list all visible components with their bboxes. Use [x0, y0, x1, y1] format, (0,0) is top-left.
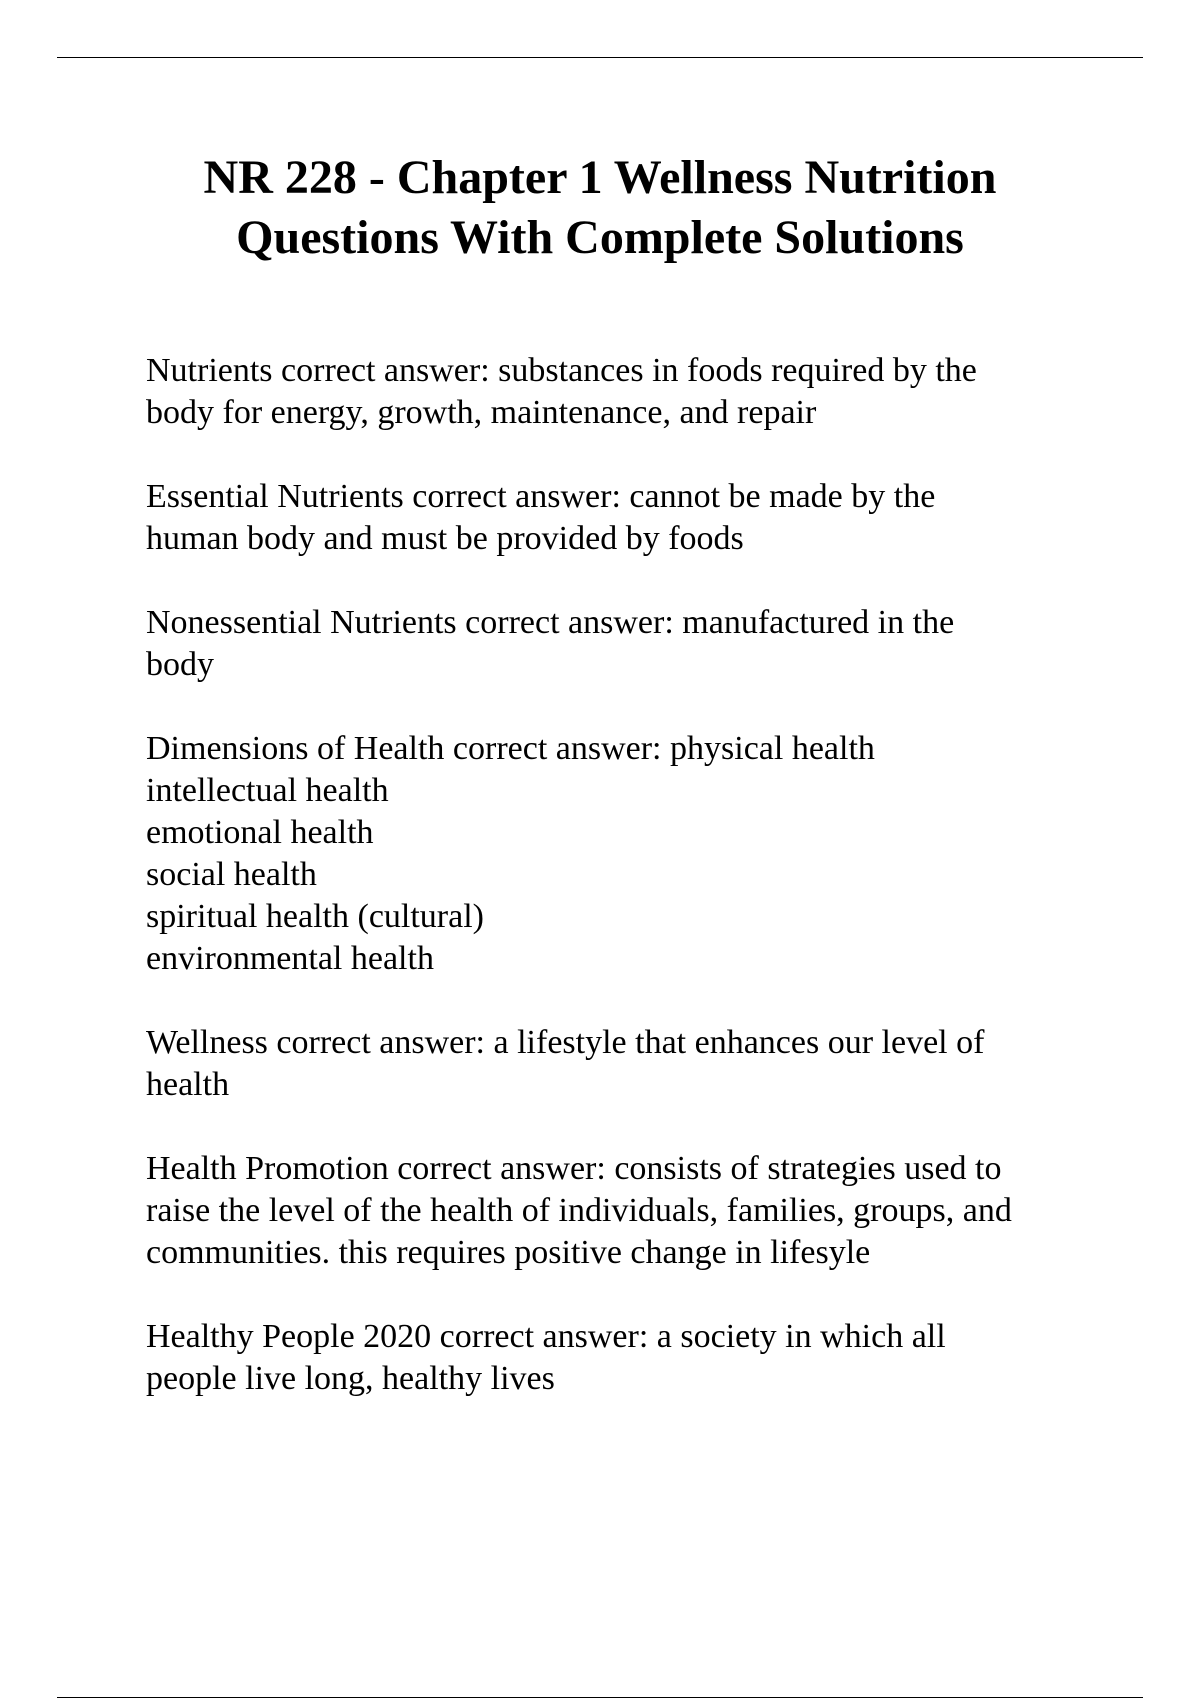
title-line-1: NR 228 - Chapter 1 Wellness Nutrition: [203, 151, 997, 204]
entry-first-line: [146, 728, 1106, 770]
entry-answer-line: consists of strategies used to: [614, 1150, 1002, 1187]
entry-label: correct answer:: [452, 730, 662, 767]
qa-entry-health-promotion: [146, 1148, 1106, 1274]
qa-entry-nutrients: [146, 350, 1106, 434]
title-line-2: Questions With Complete Solutions: [236, 211, 964, 264]
qa-entry-wellness: [146, 1022, 1106, 1106]
entry-answer-line: health: [146, 1066, 230, 1103]
qa-entry-essential-nutrients: [146, 476, 1106, 560]
entry-first-line: [146, 1316, 1106, 1358]
entry-answer-line: cannot be made by the: [629, 478, 936, 515]
entry-term: Nonessential Nutrients: [146, 604, 457, 641]
entry-first-line: [146, 1022, 1106, 1064]
entry-answer-line: environmental health: [146, 940, 434, 977]
entry-label: correct answer:: [439, 1318, 649, 1355]
entry-answer-line: manufactured in the: [682, 604, 955, 641]
bottom-rule: [57, 1697, 1143, 1698]
entry-answer-line: raise the level of the health of individuals, families, groups, and: [146, 1192, 1012, 1229]
entry-label: correct answer:: [397, 1150, 606, 1187]
entry-answer-line: communities. this requires positive change in lifesyle: [146, 1234, 871, 1271]
entry-answer-line: emotional health: [146, 814, 374, 851]
entry-label: correct answer:: [412, 478, 621, 515]
entry-term: Wellness: [146, 1024, 268, 1061]
entry-term: Dimensions of Health: [146, 730, 445, 767]
entry-first-line: [146, 350, 1106, 392]
entry-answer-line: spiritual health (cultural): [146, 898, 484, 935]
entry-first-line: [146, 1148, 1106, 1190]
entry-first-line: [146, 602, 1106, 644]
entry-term: Healthy People 2020: [146, 1318, 432, 1355]
entry-label: correct answer:: [281, 352, 490, 389]
qa-entry-nonessential-nutrients: [146, 602, 1106, 686]
entry-term: Health Promotion: [146, 1150, 389, 1187]
entry-answer-line: body for energy, growth, maintenance, and repair: [146, 394, 817, 431]
entry-answer-line: human body and must be provided by foods: [146, 520, 744, 557]
entry-term: Nutrients: [146, 352, 273, 389]
page-title: [60, 148, 1140, 268]
qa-entry-healthy-people-2020: [146, 1316, 1106, 1400]
qa-entry-dimensions-of-health: [146, 728, 1106, 980]
entry-answer-line: social health: [146, 856, 317, 893]
entry-answer-line: physical health: [670, 730, 875, 767]
entry-answer-line: people live long, healthy lives: [146, 1360, 555, 1397]
entry-answer-line: body: [146, 646, 214, 683]
entry-answer-line: substances in foods required by the: [498, 352, 977, 389]
entry-label: correct answer:: [465, 604, 674, 641]
entry-term: Essential Nutrients: [146, 478, 404, 515]
entry-answer-line: a lifestyle that enhances our level of: [493, 1024, 985, 1061]
entry-label: correct answer:: [276, 1024, 486, 1061]
top-rule: [57, 57, 1143, 58]
entry-first-line: [146, 476, 1106, 518]
entry-answer-line: intellectual health: [146, 772, 389, 809]
entry-answer-line: a society in which all: [656, 1318, 946, 1355]
qa-list: [146, 350, 1106, 1442]
